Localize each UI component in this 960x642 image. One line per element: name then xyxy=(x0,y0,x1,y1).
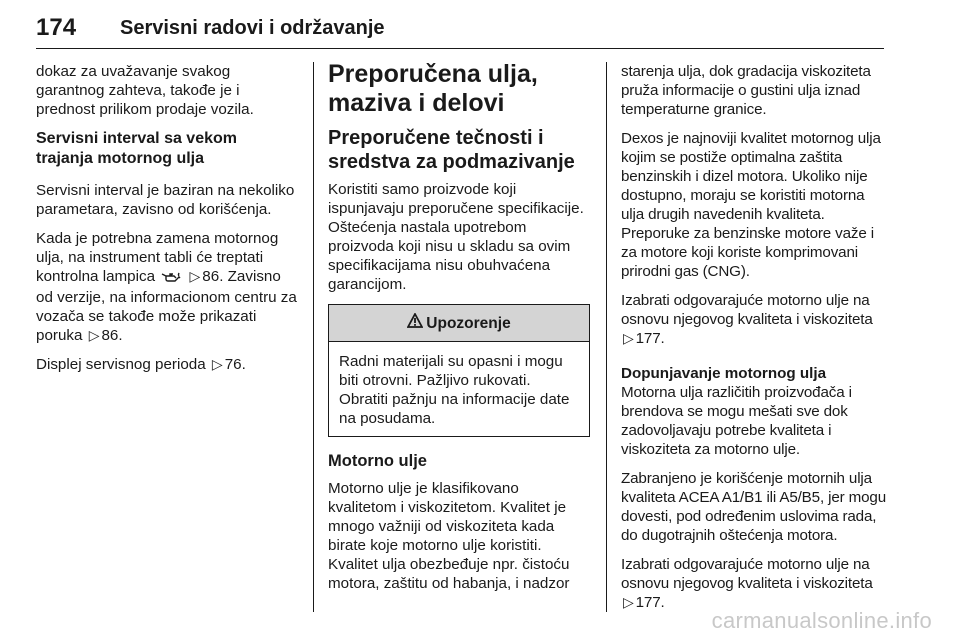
paragraph xyxy=(621,555,887,612)
page-reference[interactable]: 86 xyxy=(202,268,220,285)
warning-title: Upozorenje xyxy=(426,314,511,332)
column-divider xyxy=(606,62,607,612)
warning-box xyxy=(328,304,590,437)
section-title: Preporučene tečnosti i sredstva za podmazivanje xyxy=(328,127,575,173)
punctuation: . xyxy=(118,327,123,344)
reference-icon: ▷ xyxy=(623,594,634,610)
column-divider xyxy=(313,62,314,612)
paragraph: Zabranjeno je korišćenje motornih ulja kvaliteta ACEA A1/B1 ili A5/B5, jer mogu dovesti, pod određenim uslovima rada, do dugotrajnih oštećenja motora. xyxy=(621,470,886,544)
paragraph-text: Displej servisnog perioda xyxy=(36,356,206,373)
page-header xyxy=(36,8,884,49)
column-middle xyxy=(328,62,590,603)
page-reference[interactable]: 76 xyxy=(224,356,242,373)
page-reference[interactable]: 177 xyxy=(635,594,661,611)
warning-header xyxy=(329,305,589,342)
section-heading: Motorno ulje xyxy=(328,452,427,470)
paragraph: Motorno ulje je klasifikovano kvalitetom i viskozitetom. Kvalitet je mnogo važniji od viskoziteta kada birate koje motorno ulje koristiti. Kvalitet ulja obezbeđuje npr. čistoću motora, zaštitu od habanja, i nadzor xyxy=(328,480,570,592)
column-right xyxy=(621,62,887,622)
section-heading: Servisni interval sa vekom trajanja motornog ulja xyxy=(36,130,237,167)
oil-service-lamp-icon xyxy=(161,269,181,288)
page-number: 174 xyxy=(36,14,77,41)
paragraph: Servisni interval je baziran na nekoliko parametara, zavisno od korišćenja. xyxy=(36,182,295,218)
paragraph xyxy=(36,355,298,374)
punctuation: . xyxy=(660,330,665,347)
paragraph-text: Izabrati odgovarajuće motorno ulje na osnovu njegovog kvaliteta i viskoziteta xyxy=(621,292,873,328)
warning-triangle-icon xyxy=(407,313,423,333)
page-reference[interactable]: 177 xyxy=(635,330,661,347)
paragraph: Dexos je najnoviji kvalitet motornog ulja kojim se postiže optimalna zaštita benzinskih i dizel motora. Ukoliko nije dostupno, moraju se koristiti motorna ulja drugih navedenih kvaliteta. Preporuke za benzinske motore važe i za motore koji koriste komprimovani prirodni gas (CNG). xyxy=(621,130,881,280)
paragraph xyxy=(621,291,887,348)
page-reference[interactable]: 86 xyxy=(101,327,119,344)
paragraph: dokaz za uvažavanje svakog garantnog zahteva, takođe je i prednost prilikom prodaje vozila. xyxy=(36,63,254,118)
reference-icon: ▷ xyxy=(623,330,634,346)
punctuation: . xyxy=(241,356,246,373)
reference-icon: ▷ xyxy=(211,356,223,372)
column-left xyxy=(36,62,298,384)
paragraph-text: Izabrati odgovarajuće motorno ulje na osnovu njegovog kvaliteta i viskoziteta xyxy=(621,556,873,592)
reference-icon: ▷ xyxy=(88,327,100,343)
paragraph: Koristiti samo proizvode koji ispunjavaju preporučene specifikacije. Oštećenja nastala upotrebom proizvoda koji nisu u skladu sa ovim specifikacijama nisu obuhvaćena garancijom. xyxy=(328,181,584,293)
paragraph: Motorna ulja različitih proizvođača i brendova se mogu mešati sve dok zadovoljavaju potrebe kvaliteta i viskoziteta za motorno ulje. xyxy=(621,384,852,458)
reference-icon: ▷ xyxy=(189,268,201,284)
punctuation: . xyxy=(660,594,665,611)
paragraph xyxy=(36,229,298,345)
warning-text: Radni materijali su opasni i mogu biti otrovni. Pažljivo rukovati. Obratiti pažnju na informacije date na posudama. xyxy=(339,353,570,427)
running-title: Servisni radovi i održavanje xyxy=(120,16,385,39)
subsection-heading: Dopunjavanje motornog ulja xyxy=(621,365,827,382)
paragraph-text: Kada je potrebna zamena motornog ulja, na instrument tabli će treptati kontrolna lampica xyxy=(36,230,279,285)
paragraph-text: . Zavisno od verzije, na informacionom centru za vozača se takođe može prikazati poruka xyxy=(36,268,297,344)
paragraph: starenja ulja, dok gradacija viskoziteta pruža informacije o gustini ulja iznad temperaturne granice. xyxy=(621,63,871,118)
watermark: carmanualsonline.info xyxy=(711,608,932,633)
chapter-title: Preporučena ulja, maziva i delovi xyxy=(328,60,538,117)
